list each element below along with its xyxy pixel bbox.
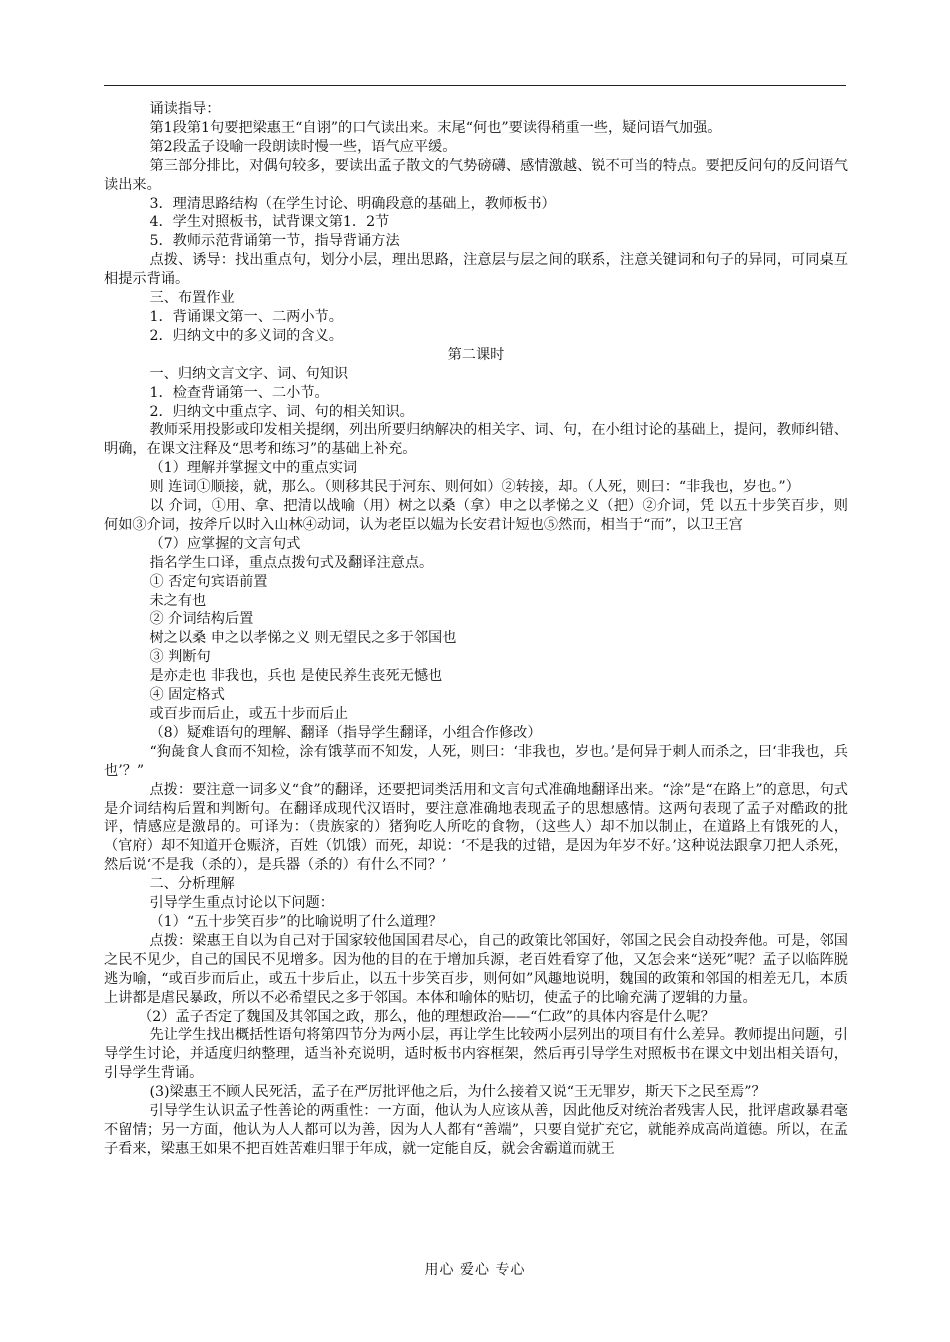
- paragraph: 点拨、诱导：找出重点句，划分小层，理出思路，注意层与层之间的联系，注意关键词和句子的异同，可同桌互相提示背诵。: [104, 252, 848, 288]
- paragraph: 指名学生口译，重点点拨句式及翻译注意点。: [149, 554, 434, 571]
- paragraph: 1．检查背诵第一、二小节。: [149, 384, 329, 401]
- section-title: 第二课时: [447, 346, 505, 363]
- paragraph: 未之有也: [149, 592, 207, 609]
- paragraph: 引导学生认识孟子性善论的两重性：一方面，他认为人应该从善，因此他反对统治者残害人民，批评虐政暴君毫不留情；另一方面，他认为人人都可以为善，因为人人都有“善端”，只要自觉扩充它，就能养成高尚道德。所以，在孟子看来，梁惠王如果不把百姓苦难归罪于年成，就一定能自反，就会舍霸道而就王: [104, 1103, 848, 1157]
- paragraph: ④ 固定格式: [149, 687, 225, 704]
- paragraph: 或百步而后止，或五十步而后止: [149, 706, 349, 722]
- paragraph: 三、布置作业: [149, 290, 235, 307]
- paragraph: 第2段孟子设喻一段朗读时慢一些，语气应平缓。: [149, 138, 457, 155]
- paragraph: 则 连词①顺接，就，那么。（则移其民于河东、则何如）②转接，却。（人死，则曰：“非我也，岁也。”）: [149, 479, 800, 496]
- paragraph: (3)梁惠王不顾人民死活，孟子在严厉批评他之后，为什么接着又说“王无罪岁，斯天下之民至焉”？: [149, 1084, 766, 1101]
- paragraph: （8）疑难语句的理解、翻译（指导学生翻译，小组合作修改）: [149, 724, 542, 741]
- paragraph: 2．归纳文中重点字、词、句的相关知识。: [149, 403, 414, 420]
- document-body: [104, 100, 848, 1159]
- paragraph: 以 介词，①用、拿、把清以战喻（用）树之以桑（拿）申之以孝悌之义（把）②介词，凭 以五十步笑百步，则何如③介词，按斧斤以时入山林④动词，认为老臣以媪为长安君计短也⑤然而，相当于“而”，以卫王宫: [104, 498, 848, 533]
- paragraph: （7）应掌握的文言句式: [149, 535, 301, 552]
- paragraph: 3．理清思路结构（在学生讨论、明确段意的基础上，教师板书）: [149, 195, 556, 212]
- paragraph: 一、归纳文言文字、词、句知识: [149, 365, 349, 382]
- paragraph: 教师采用投影或印发相关提纲，列出所要归纳解决的相关字、词、句，在小组讨论的基础上，提问，教师纠错、明确，在课文注释及“思考和练习”的基础上补充。: [104, 422, 848, 458]
- paragraph: ① 否定句宾语前置: [149, 573, 268, 590]
- paragraph: 点拨：要注意一词多义“食”的翻译，还要把词类活用和文言句式准确地翻译出来。“涂”是“在路上”的意思，句式是介词结构后置和判断句。在翻译成现代汉语时，要注意准确地表现孟子的思想感情。这两句表现了孟子对酷政的批评，情感应是激昂的。可译为：（贵族家的）猪狗吃人所吃的食物，（这些人）却不加以制止，在道路上有饿死的人，（官府）却不知道开仓赈济，百姓（饥饿）而死，却说：‘不是我的过错，是因为年岁不好。’这种说法跟拿刀把人杀死，然后说‘不是我（杀的），是兵器（杀的）有什么不同？’: [104, 781, 848, 874]
- page-footer: 用心 爱心 专心: [424, 1262, 526, 1278]
- paragraph: ③ 判断句: [149, 649, 211, 666]
- paragraph: 4．学生对照板书，试背课文第1．2节: [149, 214, 390, 231]
- paragraph: 树之以桑 申之以孝悌之义 则无望民之多于邻国也: [149, 630, 457, 647]
- paragraph: 2．归纳文中的多义词的含义。: [149, 327, 343, 344]
- paragraph: 引导学生重点讨论以下问题：: [149, 895, 334, 912]
- paragraph: ② 介词结构后置: [149, 611, 254, 628]
- paragraph: 二、分析理解: [149, 876, 235, 893]
- paragraph: 是亦走也 非我也，兵也 是使民养生丧死无憾也: [149, 668, 443, 685]
- paragraph: 诵读指导：: [149, 101, 221, 117]
- paragraph: 5．教师示范背诵第一节，指导背诵方法: [149, 233, 400, 250]
- paragraph: （1）“五十步笑百步”的比喻说明了什么道理？: [149, 913, 443, 930]
- paragraph: （2）孟子否定了魏国及其邻国之政，那么，他的理想政治——“仁政”的具体内容是什么呢？: [138, 1008, 715, 1025]
- paragraph: “狗彘食人食而不知检，涂有饿莩而不知发，人死，则曰：‘非我也，岁也。’是何异于刺人而杀之，曰‘非我也，兵也’？”: [104, 743, 848, 779]
- paragraph: 1．背诵课文第一、二两小节。: [149, 308, 343, 325]
- paragraph: 点拨：梁惠王自以为自己对于国家较他国国君尽心，自己的政策比邻国好，邻国之民会自动投奔他。可是，邻国之民不见少，自己的国民不见增多。因为他的目的在于增加兵源，老百姓看穿了他，又怎会来“送死”呢？孟子以临阵脱逃为喻，“或百步而后止，或五十步后止，以五十步笑百步，则何如”风趣地说明，魏国的政策和邻国的相差无几，本质上讲都是虐民暴政，所以不必希望民之多于邻国。本体和喻体的贴切，使孟子的比喻充满了逻辑的力量。: [104, 932, 848, 1006]
- header-rule: [104, 85, 846, 86]
- paragraph: 先让学生找出概括性语句将第四节分为两小层，再让学生比较两小层列出的项目有什么差异。教师提出问题，引导学生讨论，并适度归纳整理，适当补充说明，适时板书内容框架，然后再引导学生对照板书在课文中划出相关语句，引导学生背诵。: [104, 1027, 848, 1082]
- paragraph: （1）理解并掌握文中的重点实词: [149, 460, 358, 477]
- paragraph: 第1段第1句要把梁惠王“自诩”的口气读出来。末尾“何也”要读得稍重一些，疑问语气加强。: [149, 119, 722, 136]
- paragraph: 第三部分排比，对偶句较多，要读出孟子散文的气势磅礴、感情激越、锐不可当的特点。要把反问句的反问语气读出来。: [104, 157, 848, 193]
